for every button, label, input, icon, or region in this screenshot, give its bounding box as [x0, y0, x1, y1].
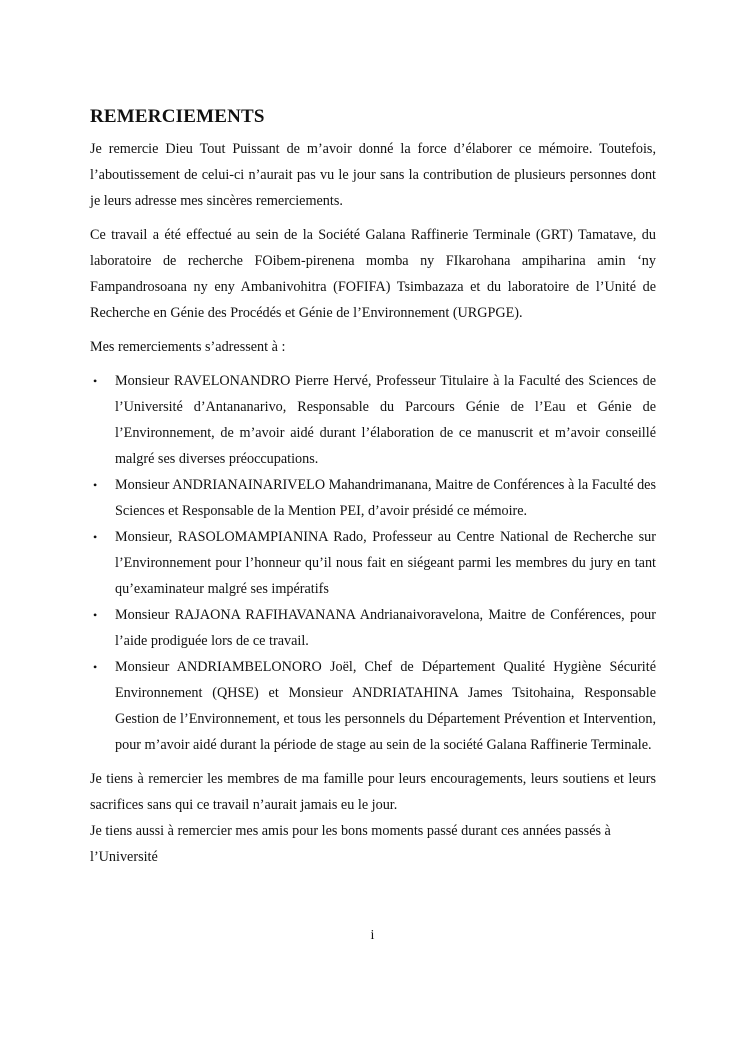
page-number: i — [370, 928, 375, 943]
bullet-icon: • — [93, 374, 98, 388]
bullet-icon: • — [93, 478, 98, 492]
acknowledgements-list — [90, 368, 656, 758]
acknowledgements-lead: Mes remerciements s’adressent à : — [90, 339, 286, 355]
list-item-text: Monsieur ANDRIAMBELONORO Joël, Chef de Département Qualité Hygiène Sécurité Environnement (QHSE) et Monsieur ANDRIATAHINA James Tsitohaina, Responsable Gestion de l’Environnement, et tous les personnels du Département Prévention et Intervention, pour m’avoir aidé durant la période de stage au sein de la société Galana Raffinerie Terminale. — [115, 659, 656, 753]
list-item-text: Monsieur, RASOLOMAMPIANINA Rado, Professeur au Centre National de Recherche sur l’Environnement pour l’honneur qu’il nous fait en siégeant parmi les membres du jury en tant qu’examinateur malgré ses impératifs — [115, 529, 656, 597]
bullet-icon: • — [93, 660, 98, 674]
bullet-icon: • — [93, 608, 98, 622]
list-item — [90, 472, 656, 524]
list-item-text: Monsieur ANDRIANAINARIVELO Mahandrimanana, Maitre de Conférences à la Faculté des Sciences et Responsable de la Mention PEI, d’avoir présidé ce mémoire. — [115, 477, 656, 519]
context-paragraph: Ce travail a été effectué au sein de la Société Galana Raffinerie Terminale (GRT) Tamatave, du laboratoire de recherche FOibem-pirenena momba ny FIkarohana ampiharina amin ‘ny Fampandrosoana ny eny Ambanivohitra (FOFIFA) Tsimbazaza et du laboratoire de l’Unité de Recherche en Génie des Procédés et Génie de l’Environnement (URGPGE). — [90, 227, 656, 321]
list-item — [90, 524, 656, 602]
family-paragraph: Je tiens à remercier les membres de ma famille pour leurs encouragements, leurs soutiens et leurs sacrifices sans qui ce travail n’aurait jamais eu le jour. — [90, 771, 656, 813]
list-item — [90, 368, 656, 472]
list-item — [90, 654, 656, 758]
page-content — [90, 104, 656, 870]
bullet-icon: • — [93, 530, 98, 544]
friends-paragraph: Je tiens aussi à remercier mes amis pour les bons moments passé durant ces années passés à l’Université — [90, 823, 611, 865]
intro-paragraph: Je remercie Dieu Tout Puissant de m’avoir donné la force d’élaborer ce mémoire. Toutefois, l’aboutissement de celui-ci n’aurait pas vu le jour sans la contribution de plusieurs personnes dont je leurs adresse mes sincères remerciements. — [90, 141, 656, 209]
list-item-text: Monsieur RAJAONA RAFIHAVANANA Andrianaivoravelona, Maitre de Conférences, pour l’aide prodiguée lors de ce travail. — [115, 607, 656, 649]
list-item — [90, 602, 656, 654]
page-title: REMERCIEMENTS — [90, 106, 265, 127]
list-item-text: Monsieur RAVELONANDRO Pierre Hervé, Professeur Titulaire à la Faculté des Sciences de l’Université d’Antananarivo, Responsable du Parcours Génie de l’Eau et Génie de l’Environnement, de m’avoir aidé durant l’élaboration de ce manuscrit et m’avoir conseillé malgré ses diverses préoccupations. — [115, 373, 656, 467]
